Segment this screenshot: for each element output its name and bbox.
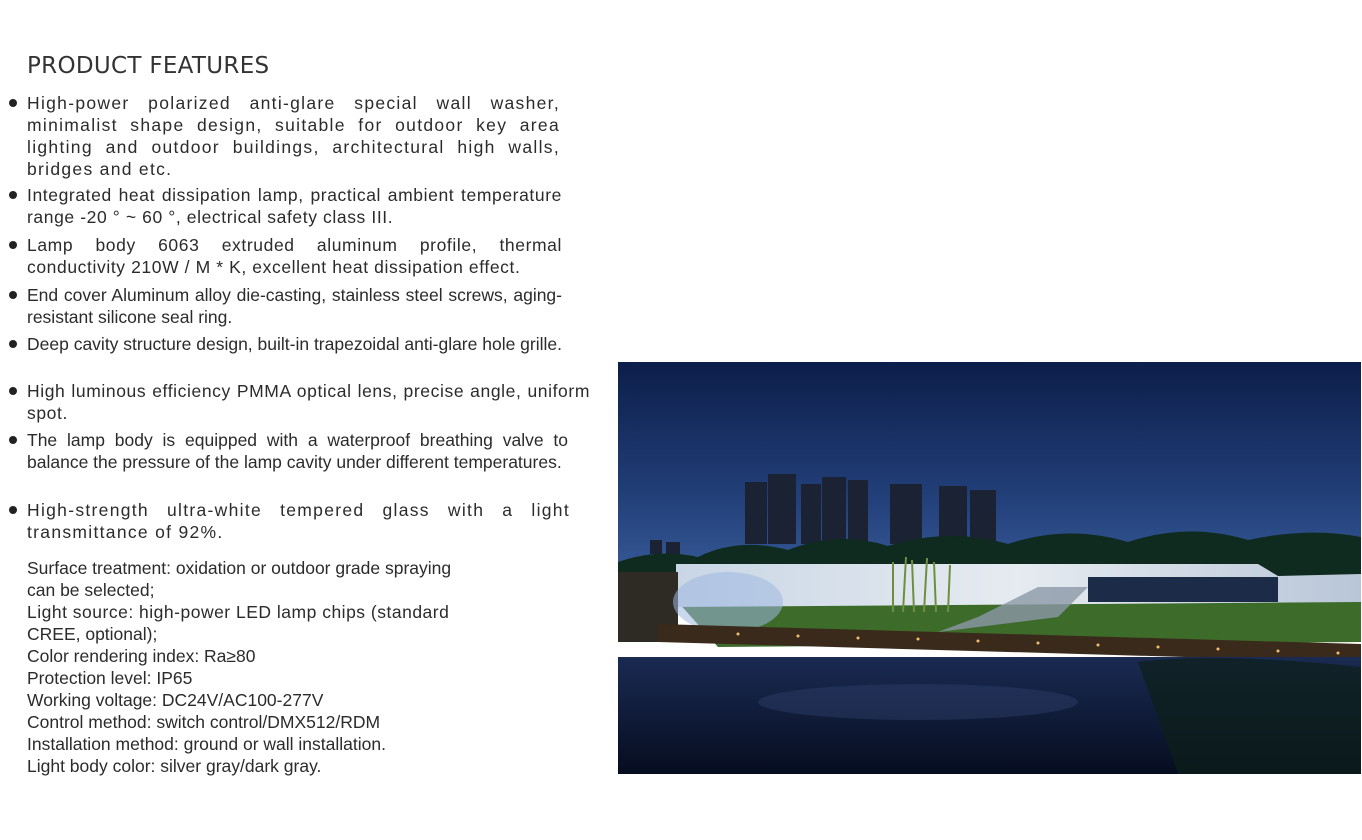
pavilion [1088,577,1278,602]
spec-line: Light source: high-power LED lamp chips (standard [27,602,450,622]
section-title: PRODUCT FEATURES [27,53,270,79]
bullet-icon [9,291,17,299]
feature-text: High-power polarized anti-glare special wall washer, minimalist shape design, suitable for outdoor key area lighting and outdoor buildings, architectural high walls, bridges and etc. [27,93,560,179]
spec-line: Color rendering index: Ra≥80 [27,646,256,666]
spec-list [27,557,527,777]
night-landscape-photo [618,362,1361,774]
bullet-icon [9,506,17,514]
feature-text: The lamp body is equipped with a waterproof breathing valve to balance the pressure of the lamp cavity under different temperatures. [27,430,568,472]
bullet-icon [9,340,17,348]
spec-line: Installation method: ground or wall installation. [27,734,386,754]
spec-line: Control method: switch control/DMX512/RDM [27,712,381,732]
feature-text: End cover Aluminum alloy die-casting, stainless steel screws, aging-resistant silicone seal ring. [27,285,562,327]
feature-text: High luminous efficiency PMMA optical lens, precise angle, uniform spot. [27,381,590,423]
spec-line: can be selected; [27,580,155,600]
feature-text: Deep cavity structure design, built-in trapezoidal anti-glare hole grille. [27,334,562,354]
feature-text: Lamp body 6063 extruded aluminum profile, thermal conductivity 210W / M * K, excellent heat dissipation effect. [27,235,562,277]
feature-text: High-strength ultra-white tempered glass with a light transmittance of 92%. [27,500,570,542]
lit-willow-tree [673,572,783,632]
spec-line: Working voltage: DC24V/AC100-277V [27,690,324,710]
bullet-icon [9,99,17,107]
landscape-illustration [618,362,1361,774]
spec-line: Surface treatment: oxidation or outdoor grade spraying [27,558,452,578]
bullet-icon [9,387,17,395]
bullet-icon [9,241,17,249]
spec-line: Light body color: silver gray/dark gray. [27,756,322,776]
spec-line: Protection level: IP65 [27,668,193,688]
bullet-icon [9,436,17,444]
water-reflection [758,684,1078,720]
bullet-icon [9,191,17,199]
feature-text: Integrated heat dissipation lamp, practical ambient temperature range -20 ° ~ 60 °, electrical safety class III. [27,185,562,227]
spec-line: CREE, optional); [27,624,158,644]
